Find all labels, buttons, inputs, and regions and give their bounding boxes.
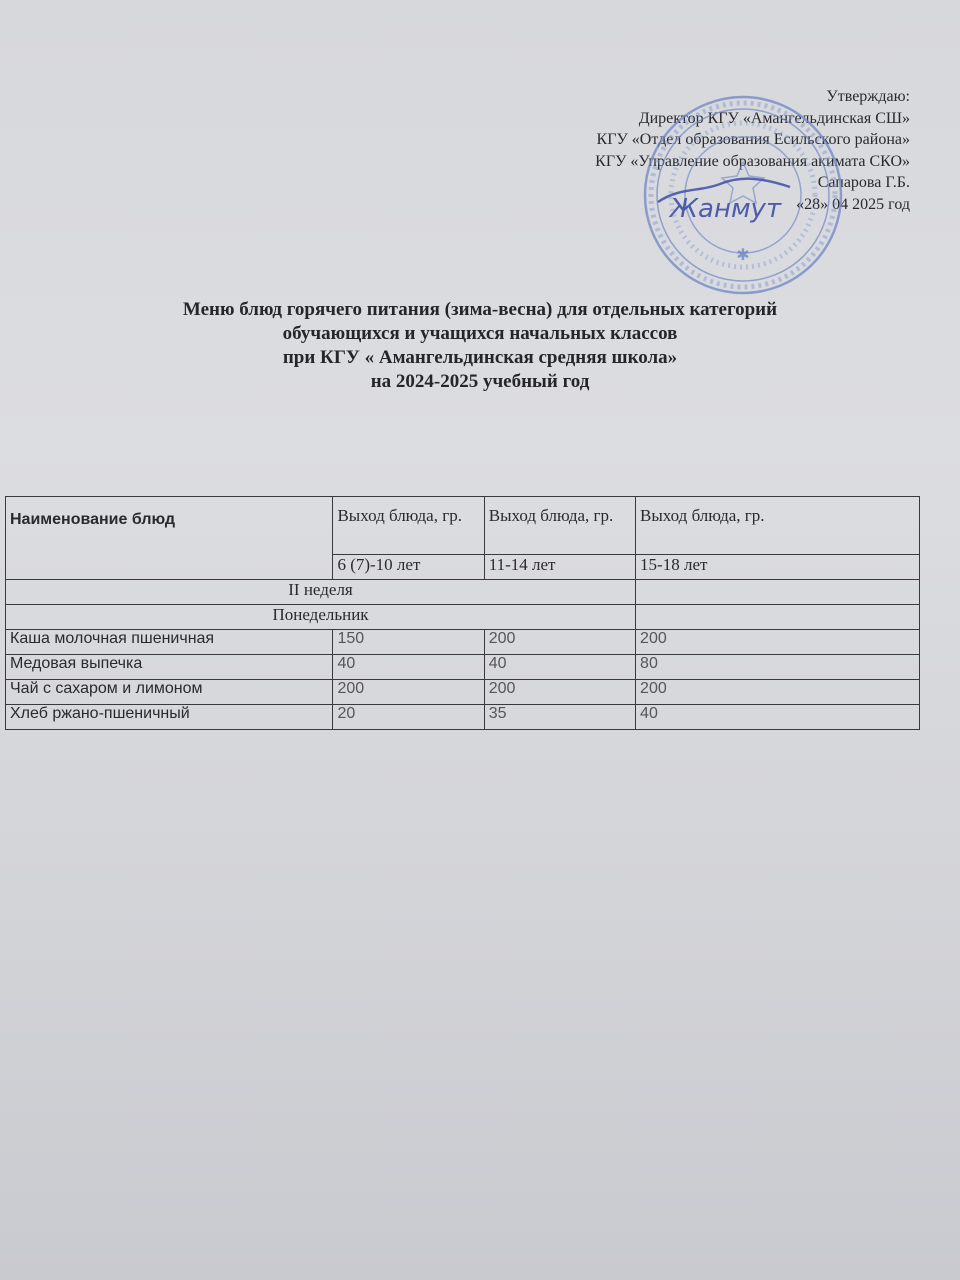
table-row <box>6 680 920 705</box>
dish-name: Чай с сахаром и лимоном <box>6 680 333 705</box>
yield-value: 40 <box>333 655 484 680</box>
yield-value: 40 <box>636 705 920 730</box>
approval-line: КГУ «Отдел образования Есильского района» <box>596 131 910 148</box>
yield-value: 200 <box>636 630 920 655</box>
week-label: II неделя <box>6 580 636 605</box>
empty-cell <box>636 580 920 605</box>
approval-line: Директор КГУ «Амангельдинская СШ» <box>638 109 910 127</box>
approval-line: Сапарова Г.Б. <box>817 174 910 191</box>
yield-value: 200 <box>333 680 484 705</box>
yield-value: 200 <box>484 630 635 655</box>
header-yield: Выход блюда, гр. <box>484 497 635 555</box>
title-line: на 2024-2025 учебный год <box>370 371 590 392</box>
yield-value: 20 <box>333 705 484 730</box>
header-yield: Выход блюда, гр. <box>333 497 484 555</box>
yield-value: 35 <box>484 705 635 730</box>
table-row <box>6 705 920 730</box>
title-line: обучающихся и учащихся начальных классов <box>282 323 678 344</box>
title-line: при КГУ « Амангельдинская средняя школа» <box>282 347 678 368</box>
empty-cell <box>636 605 920 630</box>
age-group: 15-18 лет <box>636 555 920 580</box>
approval-line: Утверждаю: <box>826 88 910 105</box>
approval-line: КГУ «Управление образования акимата СКО» <box>595 152 910 170</box>
table-row <box>6 630 920 655</box>
approval-block <box>390 86 910 215</box>
age-group: 11-14 лет <box>484 555 635 580</box>
age-group: 6 (7)-10 лет <box>333 555 484 580</box>
header-yield: Выход блюда, гр. <box>636 497 920 555</box>
approval-line: «28» 04 2025 год <box>796 195 910 213</box>
yield-value: 150 <box>333 630 484 655</box>
yield-value: 80 <box>636 655 920 680</box>
yield-value: 200 <box>636 680 920 705</box>
svg-text:✱: ✱ <box>736 245 750 264</box>
title-line: Меню блюд горячего питания (зима-весна) для отдельных категорий <box>182 299 778 320</box>
dish-name: Хлеб ржано-пшеничный <box>6 705 333 730</box>
menu-table <box>5 496 920 730</box>
yield-value: 40 <box>484 655 635 680</box>
header-dish-name: Наименование блюд <box>6 497 333 580</box>
day-label: Понедельник <box>6 605 636 630</box>
dish-name: Каша молочная пшеничная <box>6 630 333 655</box>
dish-name: Медовая выпечка <box>6 655 333 680</box>
yield-value: 200 <box>484 680 635 705</box>
document-title <box>40 298 920 394</box>
stamp-signature-text: Жанмут <box>670 194 782 224</box>
table-row <box>6 655 920 680</box>
